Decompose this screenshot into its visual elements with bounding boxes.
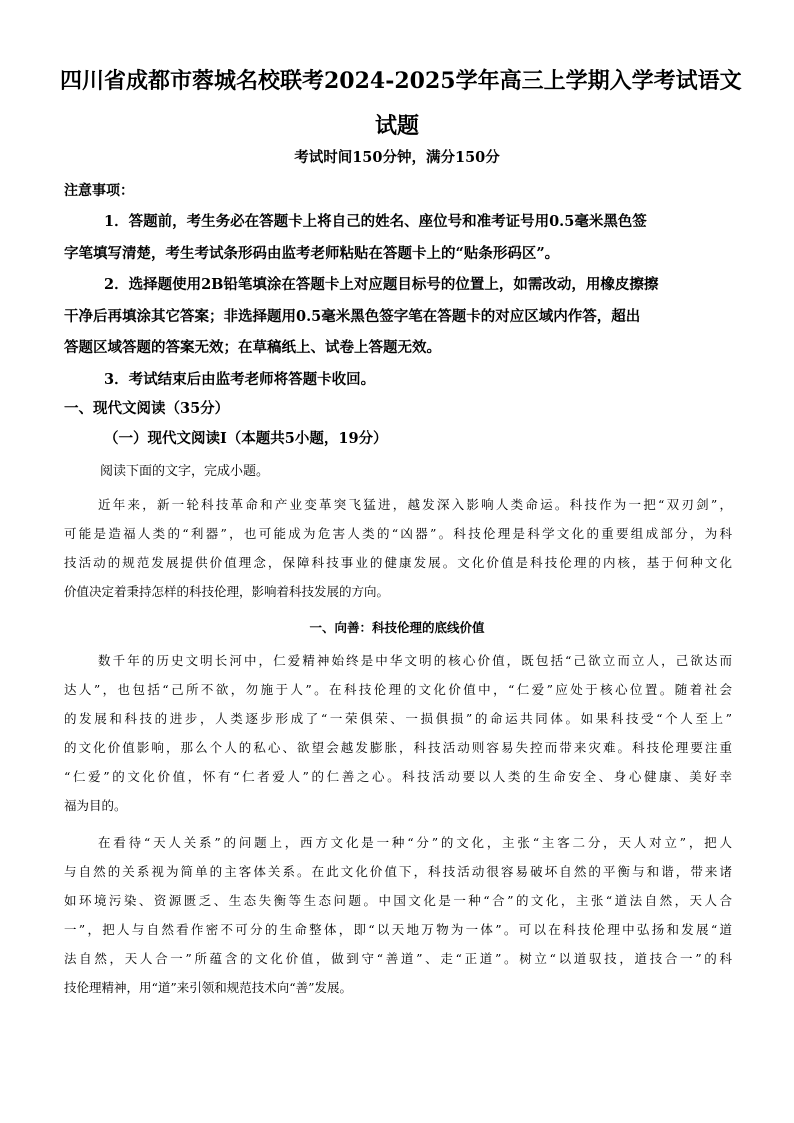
document-title-line1: 四川省成都市蓉城名校联考2024-2025学年高三上学期入学考试语文 [60,68,742,94]
notice-heading: 注意事项： [64,183,134,199]
article-subheading: 一、向善：科技伦理的底线价值 [309,620,485,635]
notice-line: 3．考试结束后由监考老师将答题卡收回。 [104,370,376,388]
intro-paragraph [64,490,732,606]
notice-line: 干净后再填涂其它答案；非选择题用0.5毫米黑色签字笔在答题卡的对应区域内作答，超出 [64,307,641,325]
paragraph-3 [64,828,732,1002]
paragraph-2 [64,646,732,820]
notice-list [64,206,732,395]
notice-line: 字笔填写清楚，考生考试条形码由监考老师粘贴在答题卡上的“贴条形码区”。 [64,244,560,262]
paragraph-line: 一”，把人与自然看作密不可分的生命整体，即“以天地万物为一体”。可以在科技伦理中弘扬和发展“道 [64,922,732,937]
section-heading: 一、现代文阅读（35分） [64,400,230,417]
exam-info: 考试时间150分钟，满分150分 [294,149,500,166]
paragraph-line: 与自然的关系视为简单的主客体关系。在此文化价值下，科技活动很容易破坏自然的平衡与和谐，带来诸 [64,864,732,879]
paragraph-line: 如环境污染、资源匮乏、生态失衡等生态问题。中国文化是一种“合”的文化，主张“道法自然，天人合 [64,893,732,908]
subsection-heading: （一）现代文阅读Ⅰ（本题共5小题，19分） [104,430,388,447]
paragraph-line: 近年来，新一轮科技革命和产业变革突飞猛进，越发深入影响人类命运。科技作为一把“双刃剑”， [98,497,732,512]
notice-line: 2．选择题使用2B铅笔填涂在答题卡上对应题目标号的位置上，如需改动，用橡皮擦擦 [104,276,659,293]
paragraph-line: 在看待“天人关系”的问题上，西方文化是一种“分”的文化，主张“主客二分，天人对立”，把人 [98,835,732,850]
paragraph-line: 法自然，天人合一”所蕴含的文化价值，做到守“善道”、走“正道”。树立“以道驭技，道技合一”的科 [64,951,732,966]
paragraph-line: 可能是造福人类的“利器”，也可能成为危害人类的“凶器”。科技伦理是科学文化的重要组成部分，为科 [64,526,732,541]
paragraph-line: 技伦理精神，用“道”来引领和规范技术向“善”发展。 [64,980,353,995]
paragraph-line: 达人”，也包括“己所不欲，勿施于人”。在科技伦理的文化价值中，“仁爱”应处于核心位置。随着社会 [64,682,732,697]
paragraph-line: 的发展和科技的进步，人类逐步形成了“一荣俱荣、一损俱损”的命运共同体。如果科技受“个人至上” [64,711,732,726]
paragraph-line: 技活动的规范发展提供价值理念，保障科技事业的健康发展。文化价值是科技伦理的内核，基于何种文化 [64,555,732,570]
paragraph-line: 福为目的。 [64,798,127,813]
paragraph-line: 数千年的历史文明长河中，仁爱精神始终是中华文明的核心价值，既包括“己欲立而立人，己欲达而 [98,653,732,668]
paragraph-line: “仁爱”的文化价值，怀有“仁者爱人”的仁善之心。科技活动要以人类的生命安全、身心健康、美好幸 [64,769,732,784]
document-title-line2: 试题 [374,113,419,139]
reading-instruction: 阅读下面的文字，完成小题。 [100,464,270,479]
notice-line: 答题区域答题的答案无效；在草稿纸上、试卷上答题无效。 [64,339,441,356]
notice-line: 1．答题前，考生务必在答题卡上将自己的姓名、座位号和准考证号用0.5毫米黑色签 [104,213,647,230]
paragraph-line: 的文化价值影响，那么个人的私心、欲望会越发膨胀，科技活动则容易失控而带来灾难。科技伦理要注重 [64,740,732,755]
paragraph-line: 价值决定着秉持怎样的科技伦理，影响着科技发展的方向。 [64,584,390,599]
